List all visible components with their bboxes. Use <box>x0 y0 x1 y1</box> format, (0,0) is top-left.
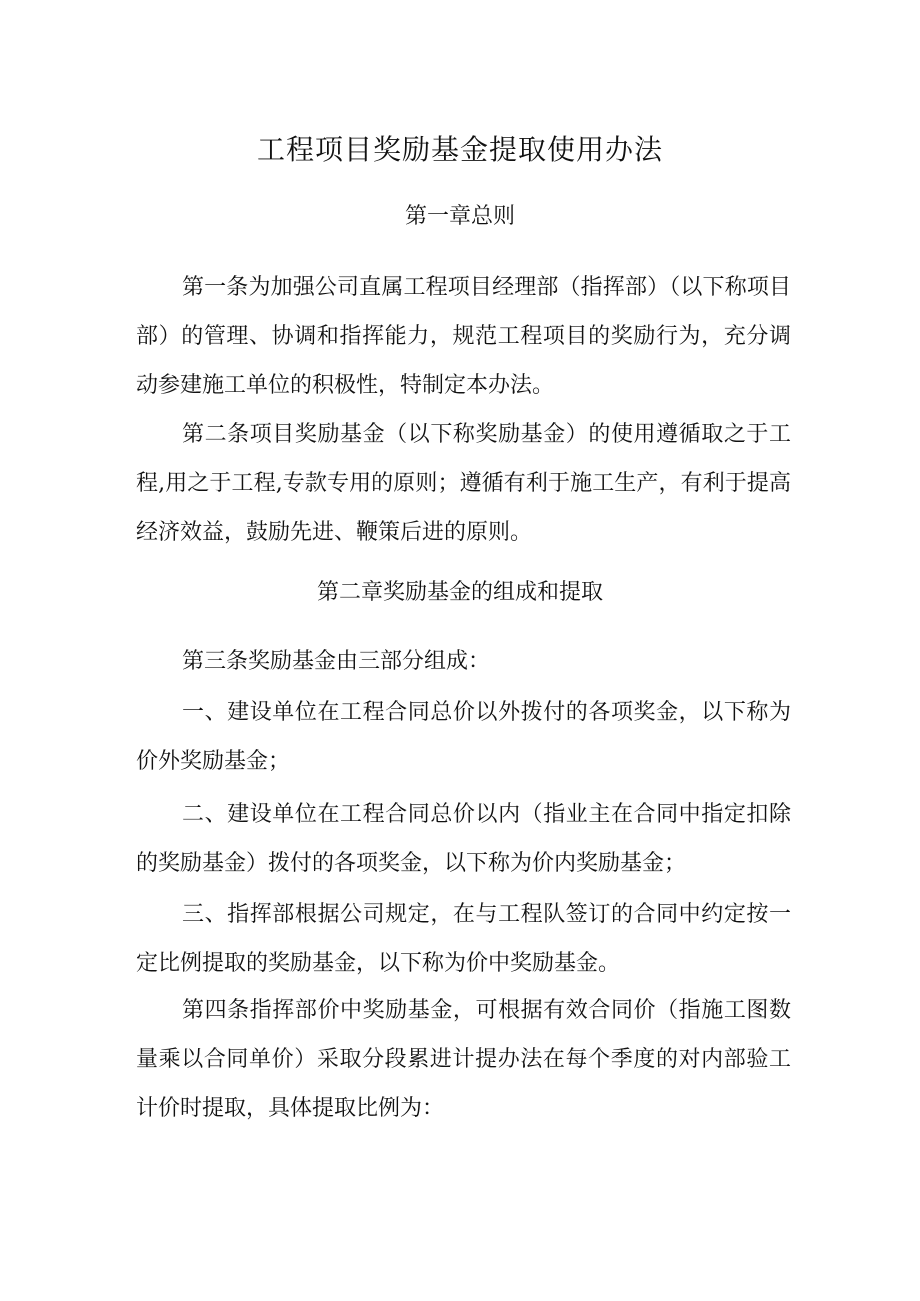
article-3-item-3: 三、指挥部根据公司规定，在与工程队签订的合同中约定按一定比例提取的奖励基金，以下称为价中奖励基金。 <box>136 902 791 976</box>
article-1: 第一条为加强公司直属工程项目经理部（指挥部）（以下称项目部）的管理、协调和指挥能力，规范工程项目的奖励行为，充分调动参建施工单位的积极性，特制定本办法。 <box>136 275 791 398</box>
article-3: 第三条奖励基金由三部分组成： <box>182 649 491 674</box>
chapter-1-heading: 第一章总则 <box>404 204 515 229</box>
article-3-item-1: 一、建设单位在工程合同总价以外拨付的各项奖金，以下称为价外奖励基金； <box>136 700 791 774</box>
article-2: 第二条项目奖励基金（以下称奖励基金）的使用遵循取之于工程,用之于工程,专款专用的原则；遵循有利于施工生产，有利于提高经济效益，鼓励先进、鞭策后进的原则。 <box>136 422 791 545</box>
chapter-2-heading: 第二章奖励基金的组成和提取 <box>316 580 603 605</box>
document-title: 工程项目奖励基金提取使用办法 <box>256 133 663 166</box>
article-4: 第四条指挥部价中奖励基金，可根据有效合同价（指施工图数量乘以合同单价）采取分段累进计提办法在每个季度的对内部验工计价时提取，具体提取比例为： <box>136 998 791 1121</box>
article-3-item-2: 二、建设单位在工程合同总价以内（指业主在合同中指定扣除的奖励基金）拨付的各项奖金，以下称为价内奖励基金； <box>136 802 791 876</box>
